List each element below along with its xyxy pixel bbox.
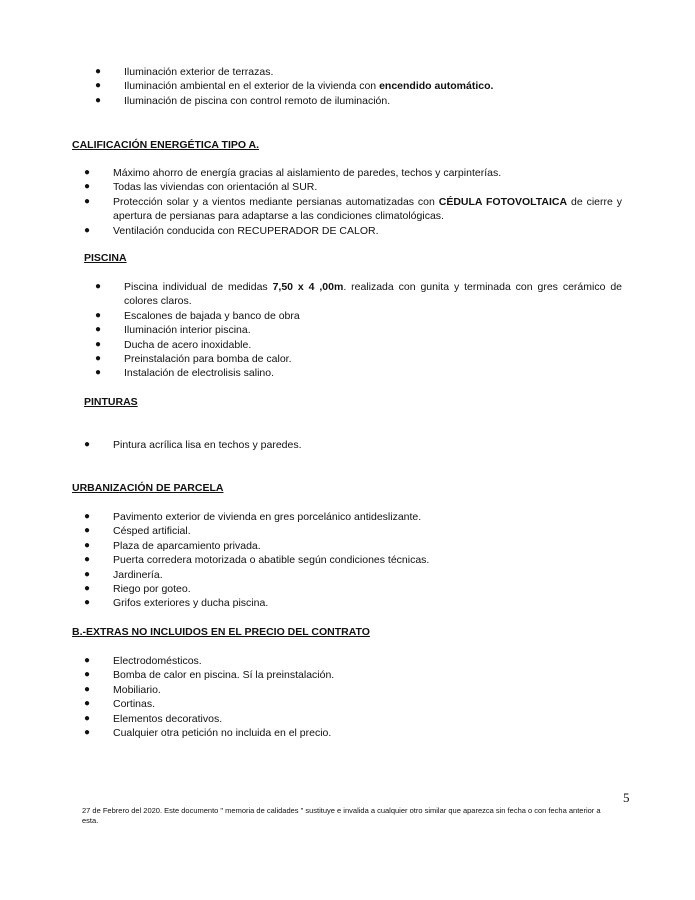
paint-heading: PINTURAS [84, 396, 138, 408]
list-item: ● Electrodomésticos. [84, 655, 202, 667]
list-item: ● Bomba de calor en piscina. Sí la preinstalación. [84, 669, 335, 682]
bullet-icon: ● [95, 309, 102, 321]
list-item: ● Cortinas. [84, 698, 156, 711]
list-item: ● Pintura acrílica lisa en techos y paredes. [84, 439, 302, 451]
paint-bullet-list [84, 438, 622, 452]
bullet-icon: ● [95, 66, 102, 77]
pool-heading: PISCINA [84, 252, 127, 264]
urban-bullet-list [84, 510, 622, 611]
page-number: 5 [623, 790, 630, 805]
list-item: ● Iluminación de piscina con control remoto de iluminación. [95, 94, 391, 107]
bullet-icon: ● [84, 511, 91, 522]
bullet-icon: ● [84, 712, 91, 724]
urban-heading: URBANIZACIÓN DE PARCELA [72, 482, 224, 494]
list-item: ● Iluminación interior piscina. [95, 324, 251, 337]
energy-bullet-list [84, 166, 622, 238]
list-item: ● Jardinería. [84, 568, 163, 581]
list-item: ● Elementos decorativos. [84, 712, 223, 725]
bullet-icon: ● [95, 338, 102, 350]
list-item: ● Ducha de acero inoxidable. [95, 338, 252, 351]
list-item: ● Todas las viviendas con orientación al SUR. [84, 181, 318, 194]
list-item: ● Protección solar y a vientos mediante persianas automatizadas con CÉDULA FOTOVOLTAICA de cierre y apertura de persianas para adaptarse a las condiciones climatológicas. [84, 195, 622, 223]
bullet-icon: ● [95, 353, 102, 365]
list-item: ● Preinstalación para bomba de calor. [95, 353, 292, 366]
bullet-icon: ● [84, 554, 91, 566]
list-item: ● Plaza de aparcamiento privada. [84, 539, 261, 552]
list-item: ● Mobiliario. [84, 683, 161, 696]
bullet-icon: ● [84, 525, 91, 537]
bullet-icon: ● [84, 195, 91, 207]
top-bullet-list [95, 65, 624, 108]
list-item: ● Iluminación exterior de terrazas. [95, 66, 274, 78]
list-item: ● Máximo ahorro de energía gracias al aislamiento de paredes, techos y carpinterías. [84, 167, 502, 179]
bullet-icon: ● [95, 281, 102, 292]
list-item: ● Escalones de bajada y banco de obra [95, 309, 300, 322]
bullet-icon: ● [84, 655, 91, 666]
bullet-icon: ● [84, 539, 91, 551]
footer-note: 27 de Febrero del 2020. Este documento " memoria de calidades " sustituye e invalida a cualquier otro similar que aparezca sin fecha o con fecha anterior a esta. [82, 806, 601, 825]
bullet-icon: ● [84, 583, 91, 595]
bullet-icon: ● [84, 167, 91, 178]
extras-bullet-list [84, 654, 622, 740]
bullet-icon: ● [95, 80, 102, 92]
bullet-icon: ● [84, 698, 91, 710]
bullet-icon: ● [95, 94, 102, 106]
list-item: ● Ventilación conducida con RECUPERADOR DE CALOR. [84, 224, 379, 237]
bullet-icon: ● [84, 224, 91, 236]
pool-bullet-list [95, 280, 622, 381]
extras-heading: B.-EXTRAS NO INCLUIDOS EN EL PRECIO DEL CONTRATO [72, 626, 370, 638]
bullet-icon: ● [84, 568, 91, 580]
bullet-icon: ● [84, 683, 91, 695]
energy-heading: CALIFICACIÓN ENERGÉTICA TIPO A. [72, 139, 260, 151]
list-item: ● Grifos exteriores y ducha piscina. [84, 597, 269, 610]
bullet-icon: ● [84, 727, 91, 739]
list-item: ● Piscina individual de medidas 7,50 x 4 ,00m. realizada con gunita y terminada con gres cerámico de colores claros. [95, 281, 622, 308]
list-item: ● Cualquier otra petición no incluida en el precio. [84, 727, 332, 740]
bullet-icon: ● [95, 367, 102, 379]
list-item: ● Riego por goteo. [84, 583, 191, 596]
list-item: ● Puerta corredera motorizada o abatible según condiciones técnicas. [84, 554, 430, 567]
bullet-icon: ● [95, 324, 102, 336]
list-item: ● Instalación de electrolisis salino. [95, 367, 274, 380]
bullet-icon: ● [84, 439, 91, 450]
list-item: ● Iluminación ambiental en el exterior de la vivienda con encendido automático. [95, 80, 494, 93]
bullet-icon: ● [84, 181, 91, 193]
bullet-icon: ● [84, 669, 91, 681]
list-item: ● Pavimento exterior de vivienda en gres porcelánico antideslizante. [84, 511, 422, 523]
bullet-icon: ● [84, 597, 91, 609]
list-item: ● Césped artificial. [84, 525, 191, 538]
